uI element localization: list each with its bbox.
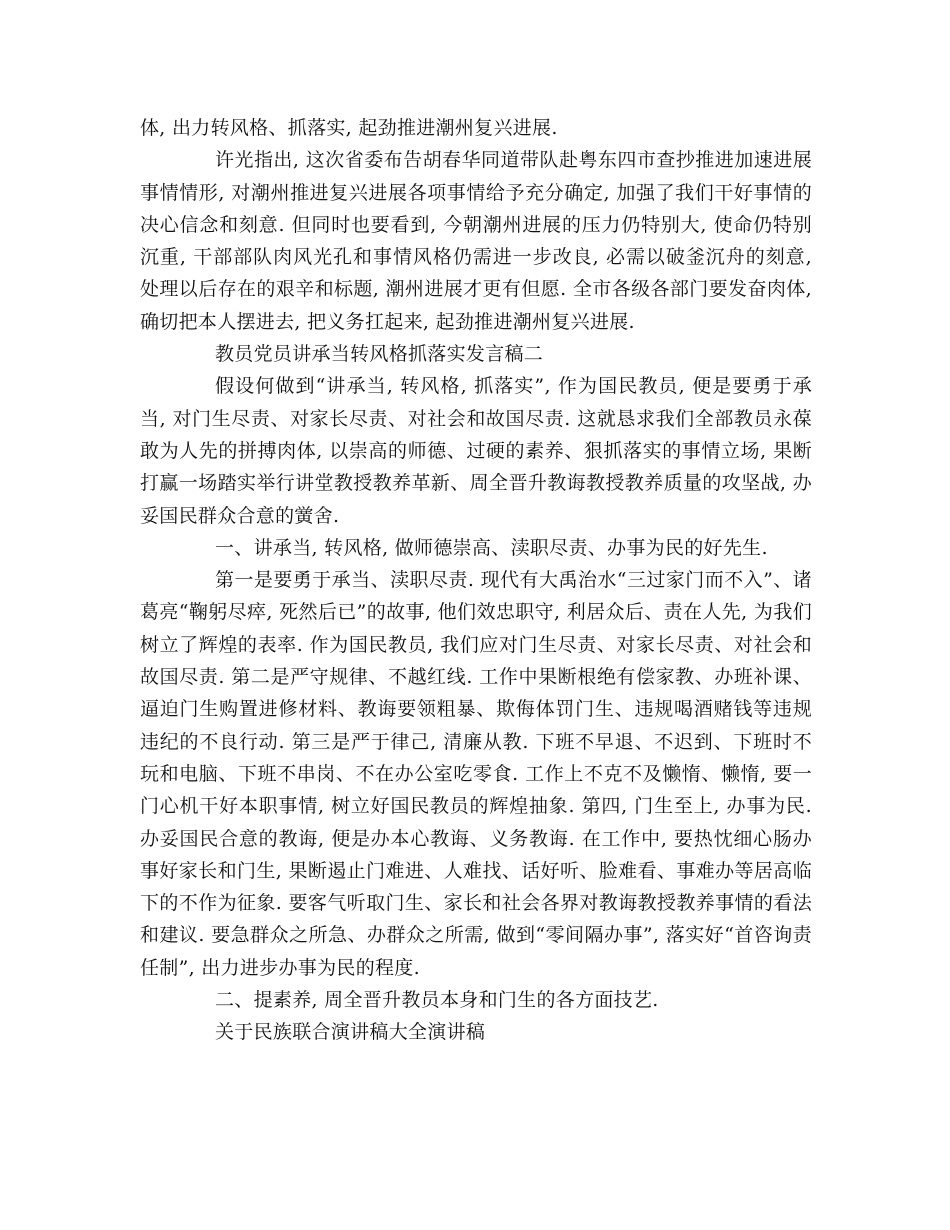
section-heading-one: 一、讲承当, 转风格, 做师德崇高、渎职尽责、办事为民的好先生. bbox=[215, 536, 768, 559]
section-title-speech-two: 教员党员讲承当转风格抓落实发言稿二 bbox=[215, 343, 544, 366]
paragraph-continuation: 体, 出力转风格、抓落实, 起劲推进潮州复兴进展. bbox=[140, 117, 558, 139]
section-heading-two: 二、提素养, 周全晋升教员本身和门生的各方面技艺. bbox=[215, 989, 659, 1012]
document-body bbox=[140, 112, 812, 1049]
paragraph-xu-guang: 许光指出, 这次省委布告胡春华同道带队赴粤东四市查抄推进加速进展事情情形, 对潮州推进复兴进展各项事情给予充分确定, 加强了我们干好事情的决心信念和刻意. 但同时也要看到, 今朝潮州进展的压力仍特别大, 使命仍特别沉重, 干部部队肉风光孔和事情风格仍需进一步改良, 必需以破釜沉舟的刻意, 处理以后存在的艰辛和标题, 潮州进展才更有但愿. 全市各级各部门要发奋肉体, 确切把本人摆进去, 把义务扛起来, 起劲推进潮州复兴进展. bbox=[140, 149, 812, 333]
paragraph-duties: 第一是要勇于承当、渎职尽责. 现代有大禹治水“三过家门而不入”、诸葛亮“鞠躬尽瘁, 死然后已”的故事, 他们效忠职守, 利居众后、责在人先, 为我们树立了辉煌的表率. 作为国民教员, 我们应对门生尽责、对家长尽责、对社会和故国尽责. 第二是严守规律、不越红线. 工作中果断根绝有偿家教、办班补课、逼迫门生购置进修材料、教诲要领粗暴、欺侮体罚门生、违规喝酒赌钱等违规违纪的不良行动. 第三是严于律己, 清廉从教. 下班不早退、不迟到、下班时不玩和电脑、下班不串岗、不在办公室吃零食. 工作上不克不及懒惰、懒惰, 要一门心机干好本职事情, 树立好国民教员的辉煌抽象. 第四, 门生至上, 办事为民. 办妥国民合意的教诲, 便是办本心教诲、义务教诲. 在工作中, 要热忱细心肠办事好家长和门生, 果断遏止门难进、人难找、话好听、脸难看、事难办等居高临下的不作为征象. 要客气听取门生、家长和社会各界对教诲教授教养事情的看法和建议. 要急群众之所急、办群众之所需, 做到“零间隔办事”, 落实好“首咨询责任制”, 出力进步办事为民的程度. bbox=[140, 569, 812, 979]
footer-related-title: 关于民族联合演讲稿大全演讲稿 bbox=[215, 1021, 486, 1044]
paragraph-introduction: 假设何做到“讲承当, 转风格, 抓落实”, 作为国民教员, 便是要勇于承当, 对门生尽责、对家长尽责、对社会和故国尽责. 这就恳求我们全部教员永葆敢为人先的拼搏肉体, 以崇高的师德、过硬的素养、狠抓落实的事情立场, 果断打赢一场踏实举行讲堂教授教养革新、周全晋升教诲教授教养质量的攻坚战, 办妥国民群众合意的黉舍. bbox=[140, 375, 812, 527]
